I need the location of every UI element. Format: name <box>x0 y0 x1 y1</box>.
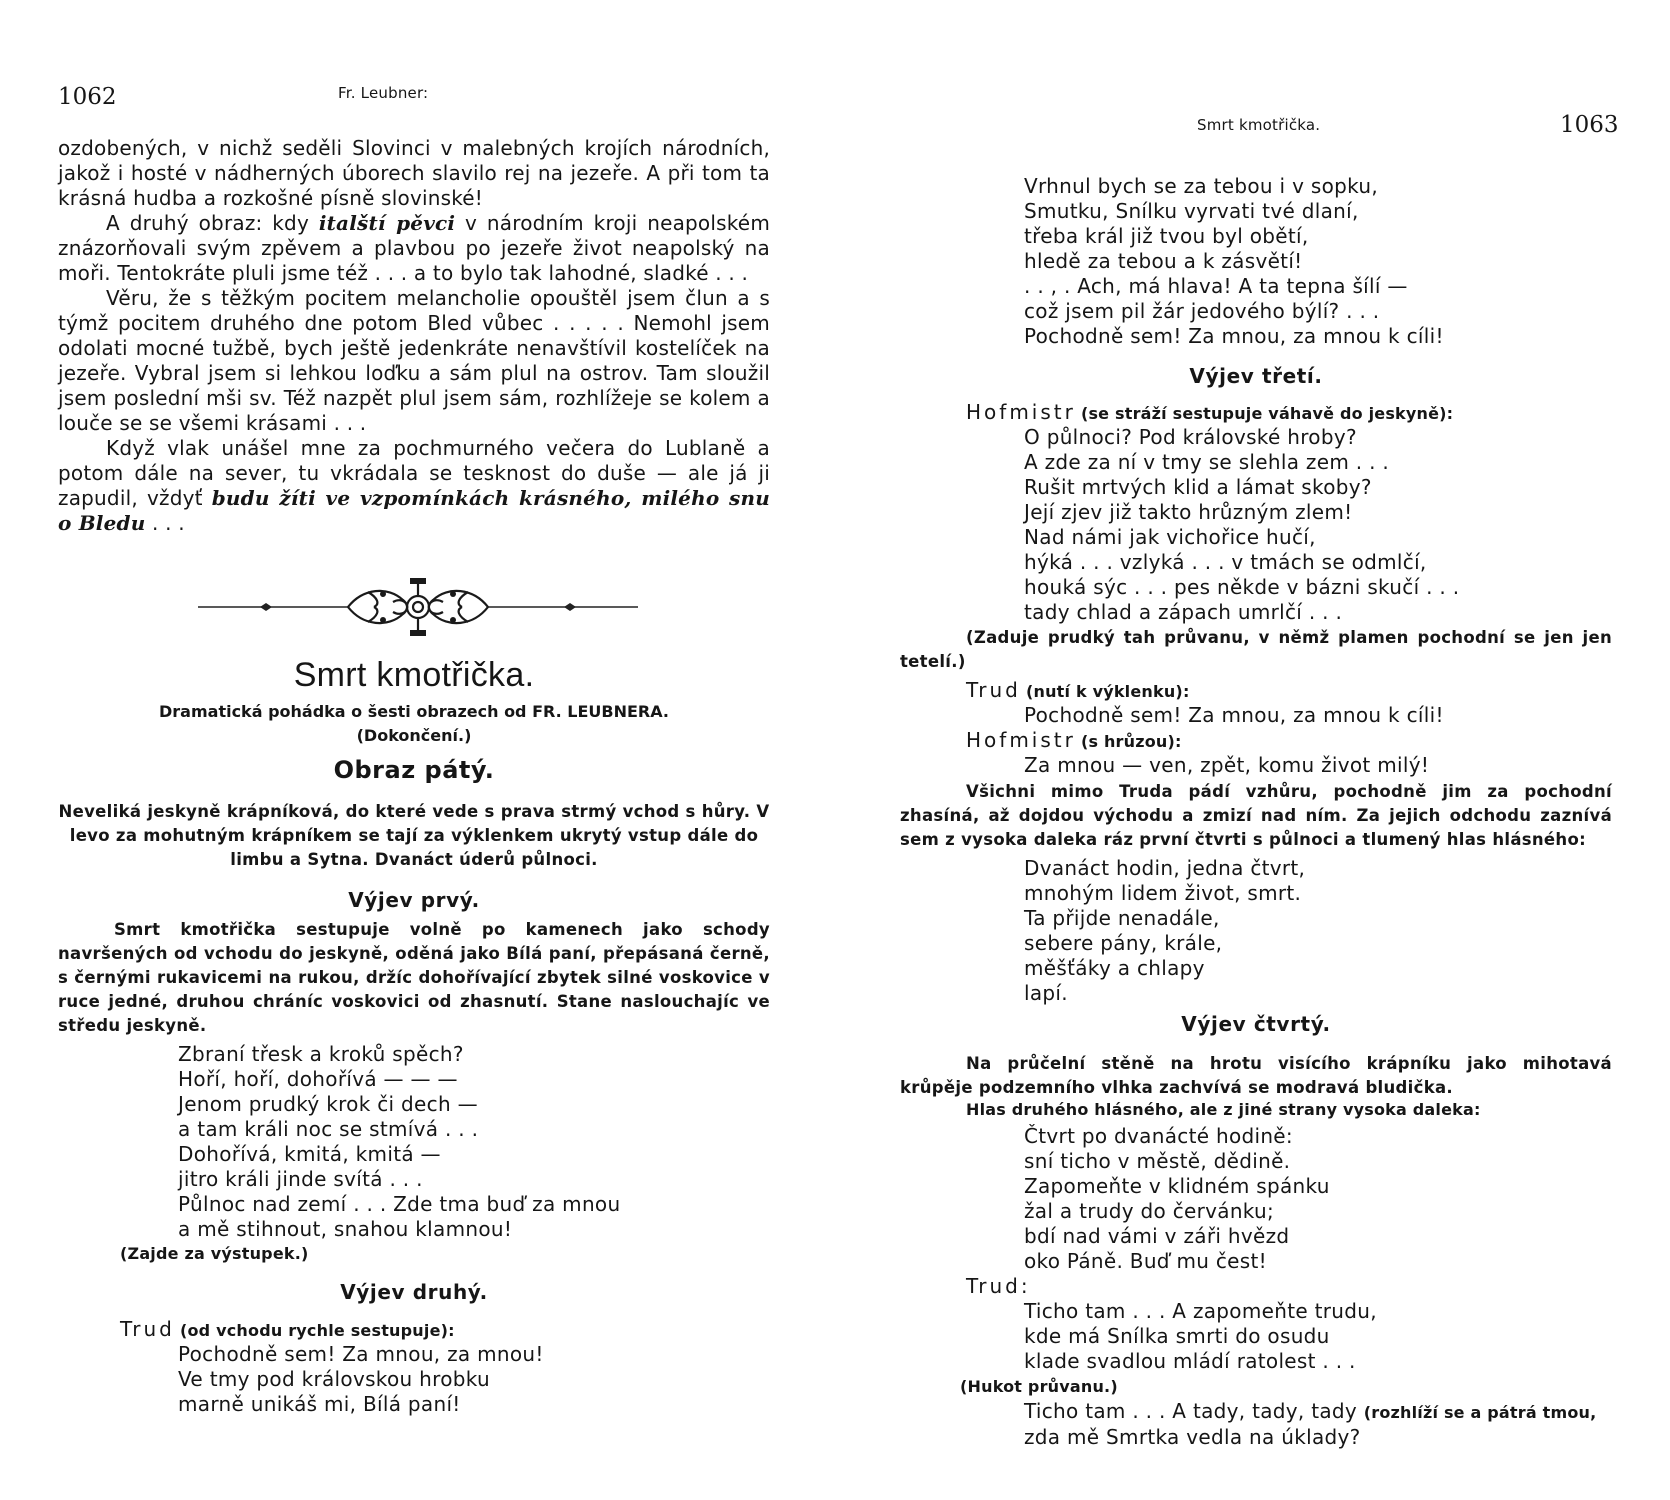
verse-line: Půlnoc nad zemí . . . Zde tma buď za mnou <box>178 1192 621 1216</box>
act-heading: Obraz pátý. <box>333 756 495 784</box>
speaker-direction: (se stráží sestupuje váhavě do jeskyně): <box>1080 404 1454 423</box>
stage-direction: (Hukot průvanu.) <box>960 1377 1118 1396</box>
continuation-note: (Dokončení.) <box>356 726 472 745</box>
verse-line: Ta přijde nenadále, <box>1024 906 1220 930</box>
right-page <box>900 0 1619 1500</box>
verse-line: houká sýc . . . pes někde v bázni skučí . . . <box>1024 575 1460 599</box>
paragraph: A druhý obraz: kdy italští pěvci v národním kroji neapolském znázorňovali svým zpěvem a plavbou po jezeře život neapolský na moři. Tentokráte pluli jsme též . . . a to bylo tak lahodné, sladké . . . <box>58 211 770 285</box>
stage-direction: (Zaduje prudký tah průvanu, v němž plamen pochodní se jen jen tetelí.) <box>900 628 1612 671</box>
speaker-line <box>120 1317 455 1341</box>
verse-line: mnohým lidem život, smrt. <box>1024 881 1302 905</box>
verse-line: Její zjev již takto hrůzným zlem! <box>1024 500 1353 524</box>
verse-line: oko Páně. Buď mu čest! <box>1024 1249 1267 1273</box>
verse-line: hýká . . . vzlyká . . . v tmách se odmlčí, <box>1024 550 1427 574</box>
stage-direction: Všichni mimo Truda pádí vzhůru, pochodně jim za pochodní zhasíná, až dojdou východu a zmizí nad ním. Za jejich odchodu zaznívá sem z vysoka daleka ráz první čtvrti s půlnoci a tlumený hlas hlásného: <box>900 782 1612 849</box>
verse-line: Vrhnul bych se za tebou i v sopku, <box>1024 174 1379 198</box>
verse-block <box>1024 703 1444 728</box>
speaker-line <box>966 400 1453 424</box>
verse-line: lapí. <box>1024 981 1068 1005</box>
stage-direction: Na průčelní stěně na hrotu visícího krápníku jako mihotavá krůpěje podzemního vlhka zachvívá se modravá bludička. <box>900 1054 1612 1097</box>
verse-line: Pochodně sem! Za mnou, za mnou k cíli! <box>1024 703 1444 727</box>
verse-line: Čtvrt po dvanácté hodině: <box>1024 1124 1293 1148</box>
speaker-line <box>966 728 1182 752</box>
stage-direction: (Zajde za výstupek.) <box>120 1244 309 1263</box>
verse-line: Hoří, hoří, dohořívá — — — <box>178 1067 458 1091</box>
verse-line: marně unikáš mi, Bílá paní! <box>178 1392 461 1416</box>
paragraph: Když vlak unášel mne za pochmurného večera do Lublaně a potom dále na sever, tu vkrádala se tesknost do duše — ale já ji zapudil, vždyť budu žíti ve vzpomínkách krásného, milého snu o Bledu . . . <box>58 436 770 535</box>
left-page <box>58 0 770 1500</box>
scene-heading: Výjev druhý. <box>340 1280 488 1304</box>
italic-phrase: italští pěvci <box>318 211 456 235</box>
verse-line: Rušit mrtvých klid a lámat skoby? <box>1024 475 1372 499</box>
verse-block <box>1024 1299 1377 1374</box>
speaker-name: Hofmistr <box>966 728 1076 752</box>
page-number: 1063 <box>1560 112 1619 138</box>
verse-line: bdí nad vámi v záři hvězd <box>1024 1224 1290 1248</box>
verse-line: zda mě Smrtka vedla na úklady? <box>1024 1425 1361 1449</box>
ornament-divider-icon <box>198 578 638 636</box>
verse-block <box>1024 856 1305 1006</box>
verse-line: Dvanáct hodin, jedna čtvrt, <box>1024 856 1306 880</box>
speaker-name: Hofmistr <box>966 400 1076 424</box>
running-head: Fr. Leubner: <box>338 84 429 102</box>
verse-line: Jenom prudký krok či dech — <box>178 1092 478 1116</box>
verse-line: A zde za ní v tmy se slehla zem . . . <box>1024 450 1390 474</box>
scene-heading: Výjev prvý. <box>348 888 480 912</box>
verse-line: třeba král již tvou byl obětí, <box>1024 224 1309 248</box>
verse-block <box>1024 174 1444 349</box>
paragraph: ozdobených, v nichž seděli Slovinci v malebných krojích národních, jakož i hosté v nádherných úborech slavilo rej na jezeře. A při tom ta krásná hudba a rozkošné písně slovinské! <box>58 136 770 210</box>
verse-line: Zapomeňte v klidném spánku <box>1024 1174 1330 1198</box>
stage-direction: Hlas druhého hlásného, ale z jiné strany vysoka daleka: <box>966 1100 1481 1119</box>
verse-block <box>1024 1399 1596 1450</box>
page-number: 1062 <box>58 84 117 110</box>
speaker-name: Trud <box>966 678 1021 702</box>
verse-block <box>178 1342 544 1417</box>
verse-line: klade svadlou mládí ratolest . . . <box>1024 1349 1356 1373</box>
verse-line: Smutku, Snílku vyrvati tvé dlaní, <box>1024 199 1359 223</box>
verse-line: Ticho tam . . . A tady, tady, tady (rozhlíží se a pátrá tmou, <box>1024 1399 1597 1423</box>
verse-line: Pochodně sem! Za mnou, za mnou k cíli! <box>1024 324 1444 348</box>
prose-block <box>58 136 770 536</box>
verse-line: sebere pány, krále, <box>1024 931 1223 955</box>
verse-line: kde má Snílka smrti do osudu <box>1024 1324 1330 1348</box>
speaker-name: Trud <box>120 1317 175 1341</box>
verse-line: O půlnoci? Pod královské hroby? <box>1024 425 1357 449</box>
speaker-name: Trud: <box>966 1274 1031 1298</box>
speaker-direction: (rozhlíží se a pátrá tmou, <box>1363 1403 1597 1422</box>
speaker-direction: (s hrůzou): <box>1080 732 1182 751</box>
verse-line: měšťáky a chlapy <box>1024 956 1205 980</box>
verse-line: Zbraní třesk a kroků spěch? <box>178 1042 464 1066</box>
verse-block <box>1024 1124 1330 1274</box>
verse-block <box>1024 753 1429 778</box>
running-head: Smrt kmotřička. <box>1197 116 1321 134</box>
stage-direction: Smrt kmotřička sestupuje volně po kamenech jako schody navršených od vchodu do jeskyně, oděná jako Bílá paní, přepásaná černě, s černými rukavicemi na rukou, držíc dohořívající zbytek silné voskovice v ruce jedné, druhou chráníc voskovici od zhasnutí. Stane naslouchajíc ve středu jeskyně. <box>58 920 770 1035</box>
verse-line: Ve tmy pod královskou hrobku <box>178 1367 490 1391</box>
verse-line: Nad námi jak vichořice hučí, <box>1024 525 1316 549</box>
paragraph: Věru, že s těžkým pocitem melancholie opouštěl jsem člun a s týmž pocitem druhého dne potom Bled vůbec . . . . . Nemohl jsem odolati mocné tužbě, bych ještě jedenkráte nenavštívil kostelíček na jezeře. Vybral jsem si lehkou loďku a sám plul na ostrov. Tam sloužil jsem poslední mši sv. Též nazpět plul jsem sám, rozhlížeje se kolem a louče se se všemi krásami . . . <box>58 286 770 435</box>
setting-direction: Neveliká jeskyně krápníková, do které vede s prava strmý vchod s hůry. V levo za mohutným krápníkem se tají za výklenkem ukrytý vstup dále do limbu a Sytna. Dvanáct úderů půlnoci. <box>58 802 770 869</box>
verse-block <box>178 1042 620 1242</box>
verse-line: a tam králi noc se stmívá . . . <box>178 1117 479 1141</box>
verse-line: sní ticho v městě, dědině. <box>1024 1149 1291 1173</box>
verse-line: Za mnou — ven, zpět, komu život milý! <box>1024 753 1430 777</box>
verse-line: Ticho tam . . . A zapomeňte trudu, <box>1024 1299 1377 1323</box>
verse-line: což jsem pil žár jedového býlí? . . . <box>1024 299 1380 323</box>
verse-line: tady chlad a zápach umrlčí . . . <box>1024 600 1343 624</box>
speaker-line <box>966 678 1190 702</box>
play-title: Smrt kmotřička. <box>293 656 535 694</box>
speaker-direction: (nutí k výklenku): <box>1025 682 1190 701</box>
scene-heading: Výjev třetí. <box>1189 364 1323 388</box>
italic-phrase: budu žíti ve vzpomínkách krásného, milého snu o Bledu <box>58 486 770 535</box>
verse-line: jitro králi jinde svítá . . . <box>178 1167 423 1191</box>
verse-line: Dohořívá, kmitá, kmitá — <box>178 1142 441 1166</box>
verse-line: žal a trudy do červánku; <box>1024 1199 1275 1223</box>
scene-heading: Výjev čtvrtý. <box>1181 1012 1331 1036</box>
verse-line: a mě stihnout, snahou klamnou! <box>178 1217 513 1241</box>
play-subtitle: Dramatická pohádka o šesti obrazech od FR. LEUBNERA. <box>159 702 669 721</box>
verse-line: hledě za tebou a k zásvětí! <box>1024 249 1303 273</box>
speaker-direction: (od vchodu rychle sestupuje): <box>179 1321 455 1340</box>
verse-line: . . , . Ach, má hlava! A ta tepna šílí — <box>1024 274 1408 298</box>
verse-block <box>1024 425 1459 625</box>
verse-line: Pochodně sem! Za mnou, za mnou! <box>178 1342 544 1366</box>
